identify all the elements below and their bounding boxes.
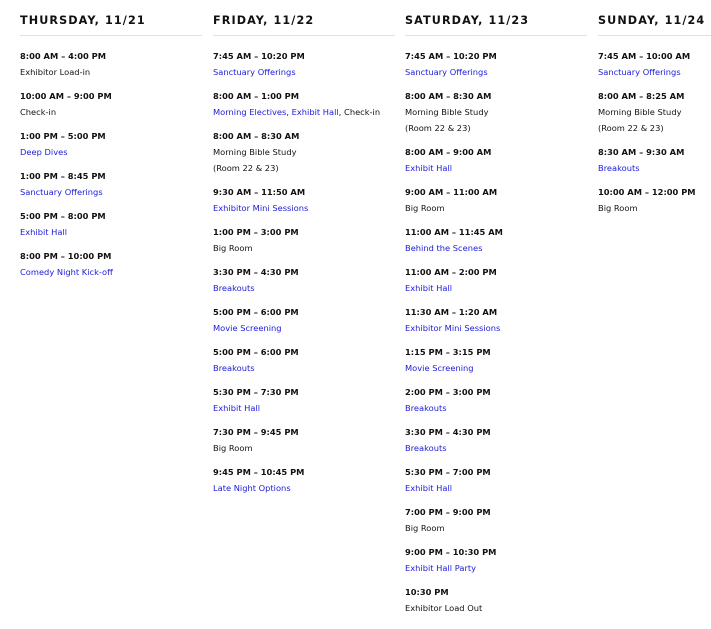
day-divider: [598, 35, 711, 36]
event-location-note: (Room 22 & 23): [405, 123, 471, 133]
event-title: [213, 64, 395, 80]
event-link[interactable]: Exhibit Hall: [405, 283, 453, 293]
event-link[interactable]: Exhibit Hall: [405, 163, 453, 173]
event-title: [405, 64, 587, 80]
event-item: [598, 48, 711, 80]
event-label: Check-in: [20, 107, 57, 117]
event-time: 9:45 PM – 10:45 PM: [213, 467, 305, 477]
event-location-note: (Room 22 & 23): [213, 163, 279, 173]
event-list: [213, 48, 395, 496]
event-time: 5:30 PM – 7:00 PM: [405, 467, 491, 477]
event-time: 7:30 PM – 9:45 PM: [213, 427, 299, 437]
event-item: [405, 224, 587, 256]
event-title: [405, 400, 587, 416]
event-title: [20, 224, 202, 240]
event-item: [598, 184, 711, 216]
event-time: 11:00 AM – 2:00 PM: [405, 267, 497, 277]
event-title: [20, 64, 202, 80]
separator: ,: [286, 107, 292, 117]
event-time: 8:00 AM – 8:30 AM: [405, 91, 492, 101]
event-title: [213, 440, 395, 456]
day-heading: FRIDAY, 11/22: [213, 14, 315, 27]
event-title: [20, 144, 202, 160]
event-link[interactable]: Behind the Scenes: [405, 243, 483, 253]
event-link[interactable]: Breakouts: [213, 283, 255, 293]
event-item: [20, 208, 202, 240]
event-time: 10:00 AM – 12:00 PM: [598, 187, 696, 197]
day-heading: SATURDAY, 11/23: [405, 14, 530, 27]
event-title: [598, 64, 711, 80]
event-item: [213, 128, 395, 176]
event-time: 9:30 AM – 11:50 AM: [213, 187, 306, 197]
event-item: [20, 248, 202, 280]
event-link[interactable]: Sanctuary Offerings: [20, 187, 103, 197]
event-time: 9:00 AM – 11:00 AM: [405, 187, 498, 197]
event-time: 8:30 AM – 9:30 AM: [598, 147, 685, 157]
day-divider: [20, 35, 202, 36]
event-label: Morning Bible Study: [405, 107, 489, 117]
event-time: 3:30 PM – 4:30 PM: [405, 427, 491, 437]
event-time: 8:00 AM – 1:00 PM: [213, 91, 299, 101]
event-link[interactable]: Exhibit Hall: [20, 227, 68, 237]
event-link[interactable]: Exhibit Hall Party: [405, 563, 477, 573]
event-item: [213, 464, 395, 496]
event-title: [405, 104, 587, 120]
event-time: 10:00 AM – 9:00 PM: [20, 91, 112, 101]
event-link[interactable]: Morning Electives: [213, 107, 287, 117]
event-item: [405, 144, 587, 176]
event-title: [405, 560, 587, 576]
event-title: [405, 280, 587, 296]
event-title: [598, 160, 711, 176]
event-label: Morning Bible Study: [213, 147, 297, 157]
day-divider: [213, 35, 395, 36]
event-item: [213, 88, 395, 120]
event-label: Big Room: [213, 443, 253, 453]
event-item: [405, 344, 587, 376]
event-item: [20, 88, 202, 120]
event-title: [213, 280, 395, 296]
event-time: 5:00 PM – 6:00 PM: [213, 307, 299, 317]
event-time: 7:45 AM – 10:00 AM: [598, 51, 691, 61]
event-time: 5:30 PM – 7:30 PM: [213, 387, 299, 397]
event-time: 11:00 AM – 11:45 AM: [405, 227, 503, 237]
event-link[interactable]: Late Night Options: [213, 483, 291, 493]
event-link[interactable]: Sanctuary Offerings: [213, 67, 296, 77]
event-title: [405, 480, 587, 496]
event-time: 11:30 AM – 1:20 AM: [405, 307, 498, 317]
event-title: [598, 104, 711, 120]
event-title: [213, 104, 395, 120]
event-link[interactable]: Movie Screening: [405, 363, 474, 373]
event-link[interactable]: Breakouts: [598, 163, 640, 173]
event-title: [405, 240, 587, 256]
event-time: 7:45 AM – 10:20 PM: [405, 51, 497, 61]
event-item: [405, 504, 587, 536]
event-label: Morning Bible Study: [598, 107, 682, 117]
event-title: [213, 400, 395, 416]
event-title: [405, 360, 587, 376]
day-column: [213, 0, 395, 504]
event-link[interactable]: Comedy Night Kick-off: [20, 267, 113, 277]
day-column: [20, 0, 202, 288]
event-time: 8:00 PM – 10:00 PM: [20, 251, 112, 261]
event-list: [20, 48, 202, 280]
event-item: [20, 168, 202, 200]
event-item: [405, 88, 587, 136]
event-time: 8:00 AM – 9:00 AM: [405, 147, 492, 157]
event-link[interactable]: Sanctuary Offerings: [405, 67, 488, 77]
day-column: [405, 0, 587, 624]
event-title: [405, 320, 587, 336]
event-link[interactable]: Sanctuary Offerings: [598, 67, 681, 77]
event-item: [405, 264, 587, 296]
event-link[interactable]: Breakouts: [405, 443, 447, 453]
event-item: [598, 88, 711, 136]
event-title: [20, 104, 202, 120]
event-item: [598, 144, 711, 176]
event-title: [405, 440, 587, 456]
event-label: Big Room: [405, 203, 445, 213]
event-title: [213, 480, 395, 496]
event-item: [213, 424, 395, 456]
event-link[interactable]: Exhibit Hall: [405, 483, 453, 493]
event-title: [405, 200, 587, 216]
event-link[interactable]: Exhibitor Mini Sessions: [405, 323, 501, 333]
event-time: 8:00 AM – 8:30 AM: [213, 131, 300, 141]
event-time: 8:00 AM – 4:00 PM: [20, 51, 106, 61]
event-link[interactable]: Deep Dives: [20, 147, 68, 157]
event-link[interactable]: Exhibit Hall: [213, 403, 261, 413]
event-time: 7:00 PM – 9:00 PM: [405, 507, 491, 517]
event-title: [20, 264, 202, 280]
event-item: [405, 304, 587, 336]
event-label: Big Room: [213, 243, 253, 253]
event-title: [20, 184, 202, 200]
event-item: [405, 48, 587, 80]
event-title: [213, 360, 395, 376]
event-item: [405, 424, 587, 456]
event-time: 2:00 PM – 3:00 PM: [405, 387, 491, 397]
event-time: 1:00 PM – 5:00 PM: [20, 131, 106, 141]
event-time: 3:30 PM – 4:30 PM: [213, 267, 299, 277]
day-column: [598, 0, 711, 224]
event-title: [213, 200, 395, 216]
event-item: [20, 48, 202, 80]
event-title: [405, 160, 587, 176]
event-item: [405, 584, 587, 616]
event-time: 5:00 PM – 6:00 PM: [213, 347, 299, 357]
day-heading: SUNDAY, 11/24: [598, 14, 706, 27]
event-time: 8:00 AM – 8:25 AM: [598, 91, 685, 101]
event-item: [405, 384, 587, 416]
event-time: 9:00 PM – 10:30 PM: [405, 547, 497, 557]
event-label: Big Room: [405, 523, 445, 533]
event-item: [405, 184, 587, 216]
event-title: [405, 520, 587, 536]
event-title: [213, 320, 395, 336]
event-list: [405, 48, 587, 616]
event-time: 7:45 AM – 10:20 PM: [213, 51, 305, 61]
event-item: [20, 128, 202, 160]
day-divider: [405, 35, 587, 36]
day-heading: THURSDAY, 11/21: [20, 14, 146, 27]
event-time: 10:30 PM: [405, 587, 449, 597]
event-label: Big Room: [598, 203, 638, 213]
event-title: [598, 200, 711, 216]
event-link[interactable]: Exhibitor Mini Sessions: [213, 203, 309, 213]
event-time: 5:00 PM – 8:00 PM: [20, 211, 106, 221]
event-schedule: [20, 0, 711, 629]
event-link[interactable]: Breakouts: [213, 363, 255, 373]
event-item: [213, 184, 395, 216]
event-link[interactable]: Movie Screening: [213, 323, 282, 333]
event-link[interactable]: Breakouts: [405, 403, 447, 413]
event-title: [405, 600, 587, 616]
event-link[interactable]: Exhibit Hall: [291, 107, 339, 117]
event-title: [213, 240, 395, 256]
event-location-note: (Room 22 & 23): [598, 123, 664, 133]
event-item: [213, 304, 395, 336]
event-label: Exhibitor Load-in: [20, 67, 91, 77]
event-title: [213, 144, 395, 160]
event-time: 1:00 PM – 3:00 PM: [213, 227, 299, 237]
event-list: [598, 48, 711, 216]
event-item: [213, 384, 395, 416]
event-label: Check-in: [344, 107, 381, 117]
event-item: [213, 264, 395, 296]
event-item: [405, 544, 587, 576]
event-time: 1:15 PM – 3:15 PM: [405, 347, 491, 357]
event-time: 1:00 PM – 8:45 PM: [20, 171, 106, 181]
event-item: [213, 344, 395, 376]
separator: ,: [338, 107, 345, 117]
event-item: [405, 464, 587, 496]
event-item: [213, 48, 395, 80]
event-item: [213, 224, 395, 256]
event-label: Exhibitor Load Out: [405, 603, 483, 613]
